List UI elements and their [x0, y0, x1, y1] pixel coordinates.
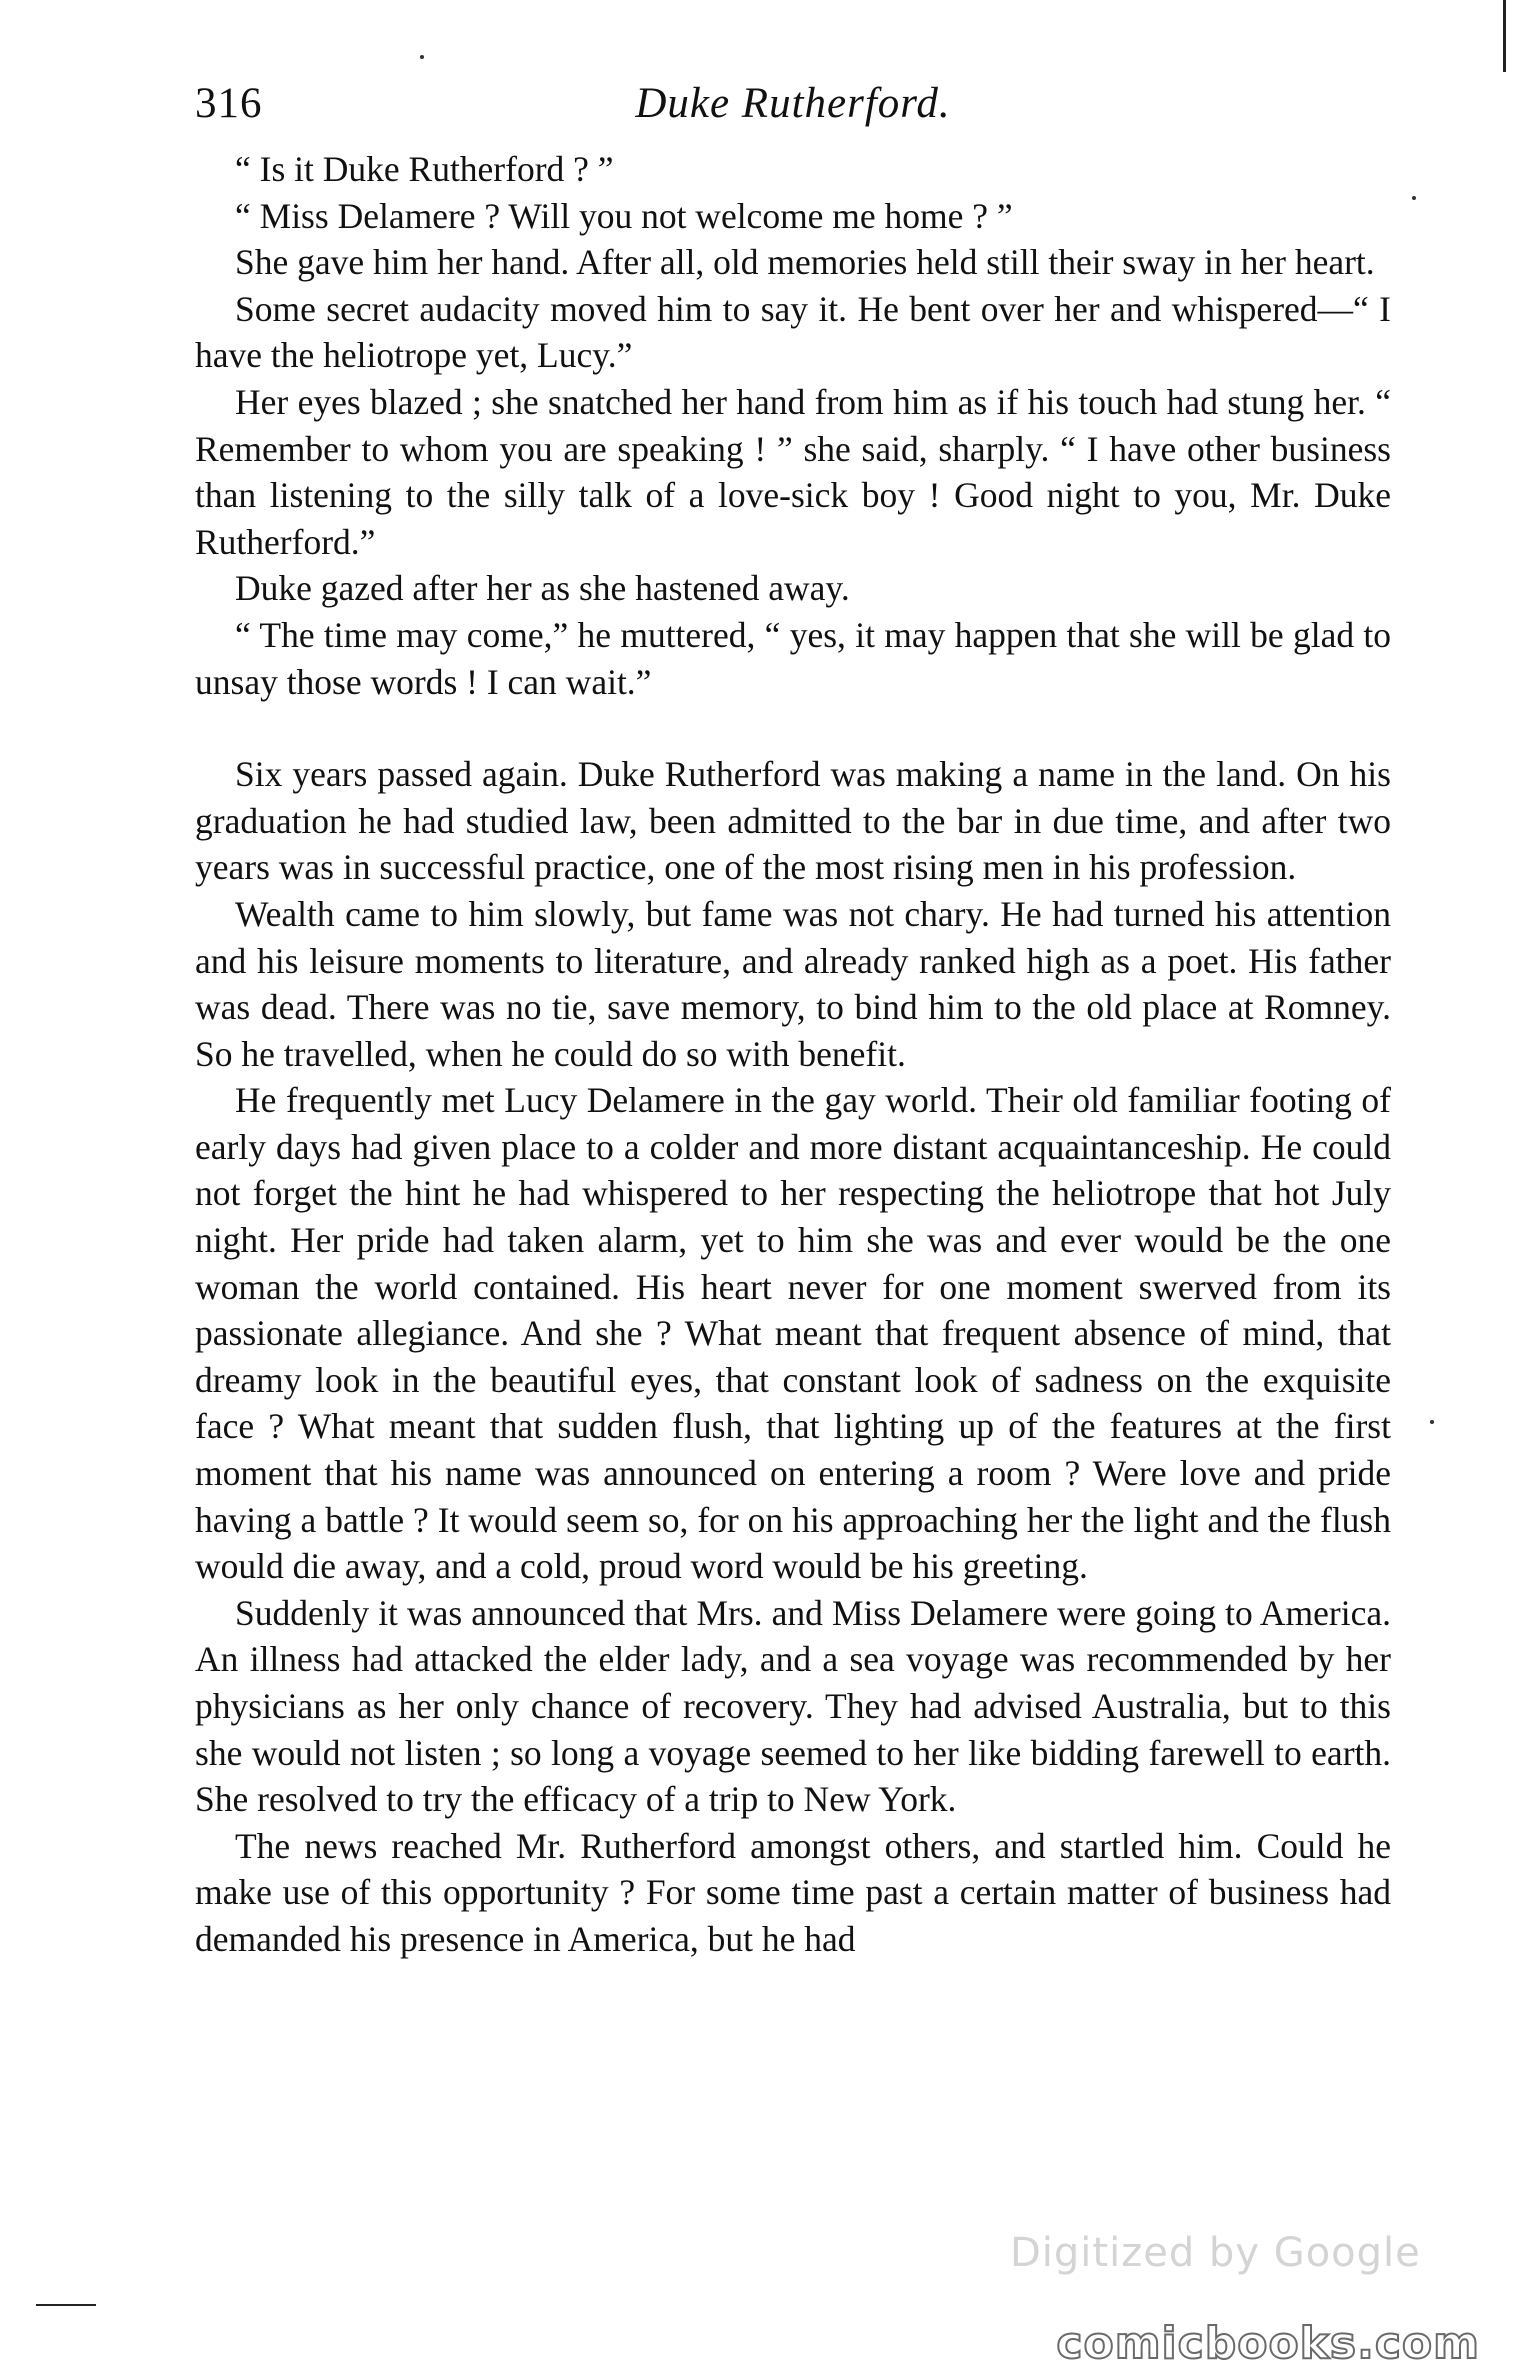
site-watermark: comicbooks.com	[1056, 2318, 1480, 2369]
paragraph: Six years passed again. Duke Rutherford was making a name in the land. On his graduation he had studied law, been admitted to the bar in due time, and after two years was in successful practice, one of the most rising men in his profession.	[195, 754, 1391, 888]
running-title: Duke Rutherford.	[635, 80, 951, 127]
page-header	[195, 72, 1391, 136]
page-number: 316	[195, 80, 263, 127]
paragraph: The news reached Mr. Rutherford amongst others, and startled him. Could he make use of this opportunity ? For some time past a certain matter of business had demanded his presence in America, but he had	[195, 1825, 1391, 1959]
paragraph: Wealth came to him slowly, but fame was not chary. He had turned his attention and his leisure moments to literature, and already ranked high as a poet. His father was dead. There was no tie, save memory, to bind him to the old place at Romney. So he travelled, when he could do so with benefit.	[195, 893, 1391, 1074]
paragraph: Duke gazed after her as she hastened away.	[235, 568, 850, 609]
paragraph: Suddenly it was announced that Mrs. and Miss Delamere were going to America. An illness had attacked the elder lady, and a sea voyage was recommended by her physicians as her only chance of recovery. They had advised Australia, but to this she would not listen ; so long a voyage seemed to her like bidding farewell to earth. She resolved to try the efficacy of a trip to New York.	[195, 1592, 1391, 1820]
paragraph: “ The time may come,” he muttered, “ yes, it may happen that she will be glad to unsay those words ! I can wait.”	[195, 614, 1391, 702]
paragraph: She gave him her hand. After all, old memories held still their sway in her heart.	[235, 242, 1375, 283]
body-text	[195, 146, 1391, 1963]
scan-speck	[1412, 196, 1416, 200]
paragraph: Some secret audacity moved him to say it. He bent over her and whispered—“ I have the heliotrope yet, Lucy.”	[195, 288, 1391, 376]
scan-edge-mark	[36, 2304, 96, 2306]
paragraph: Her eyes blazed ; she snatched her hand from him as if his touch had stung her. “ Remember to whom you are speaking ! ” she said, sharply. “ I have other business than listening to the silly talk of a love-sick boy ! Good night to you, Mr. Duke Rutherford.”	[195, 381, 1391, 562]
paragraph: “ Is it Duke Rutherford ? ”	[235, 149, 614, 189]
scan-speck	[420, 55, 424, 59]
paragraph: “ Miss Delamere ? Will you not welcome me home ? ”	[235, 195, 1013, 236]
scan-speck	[1430, 1420, 1434, 1424]
scan-edge-mark	[1503, 0, 1506, 72]
digitized-watermark: Digitized by Google	[1010, 2230, 1421, 2276]
paragraph: He frequently met Lucy Delamere in the gay world. Their old familiar footing of early days had given place to a colder and more distant acquaintanceship. He could not forget the hint he had whispered to her respecting the heliotrope that hot July night. Her pride had taken alarm, yet to him she was and ever would be the one woman the world contained. His heart never for one moment swerved from its passionate allegiance. And she ? What meant that frequent absence of mind, that dreamy look in the beautiful eyes, that constant look of sadness on the exquisite face ? What meant that sudden flush, that lighting up of the features at the first moment that his name was announced on entering a room ? Were love and pride having a battle ? It would seem so, for on his approaching her the light and the flush would die away, and a cold, proud word would be his greeting.	[195, 1080, 1391, 1587]
